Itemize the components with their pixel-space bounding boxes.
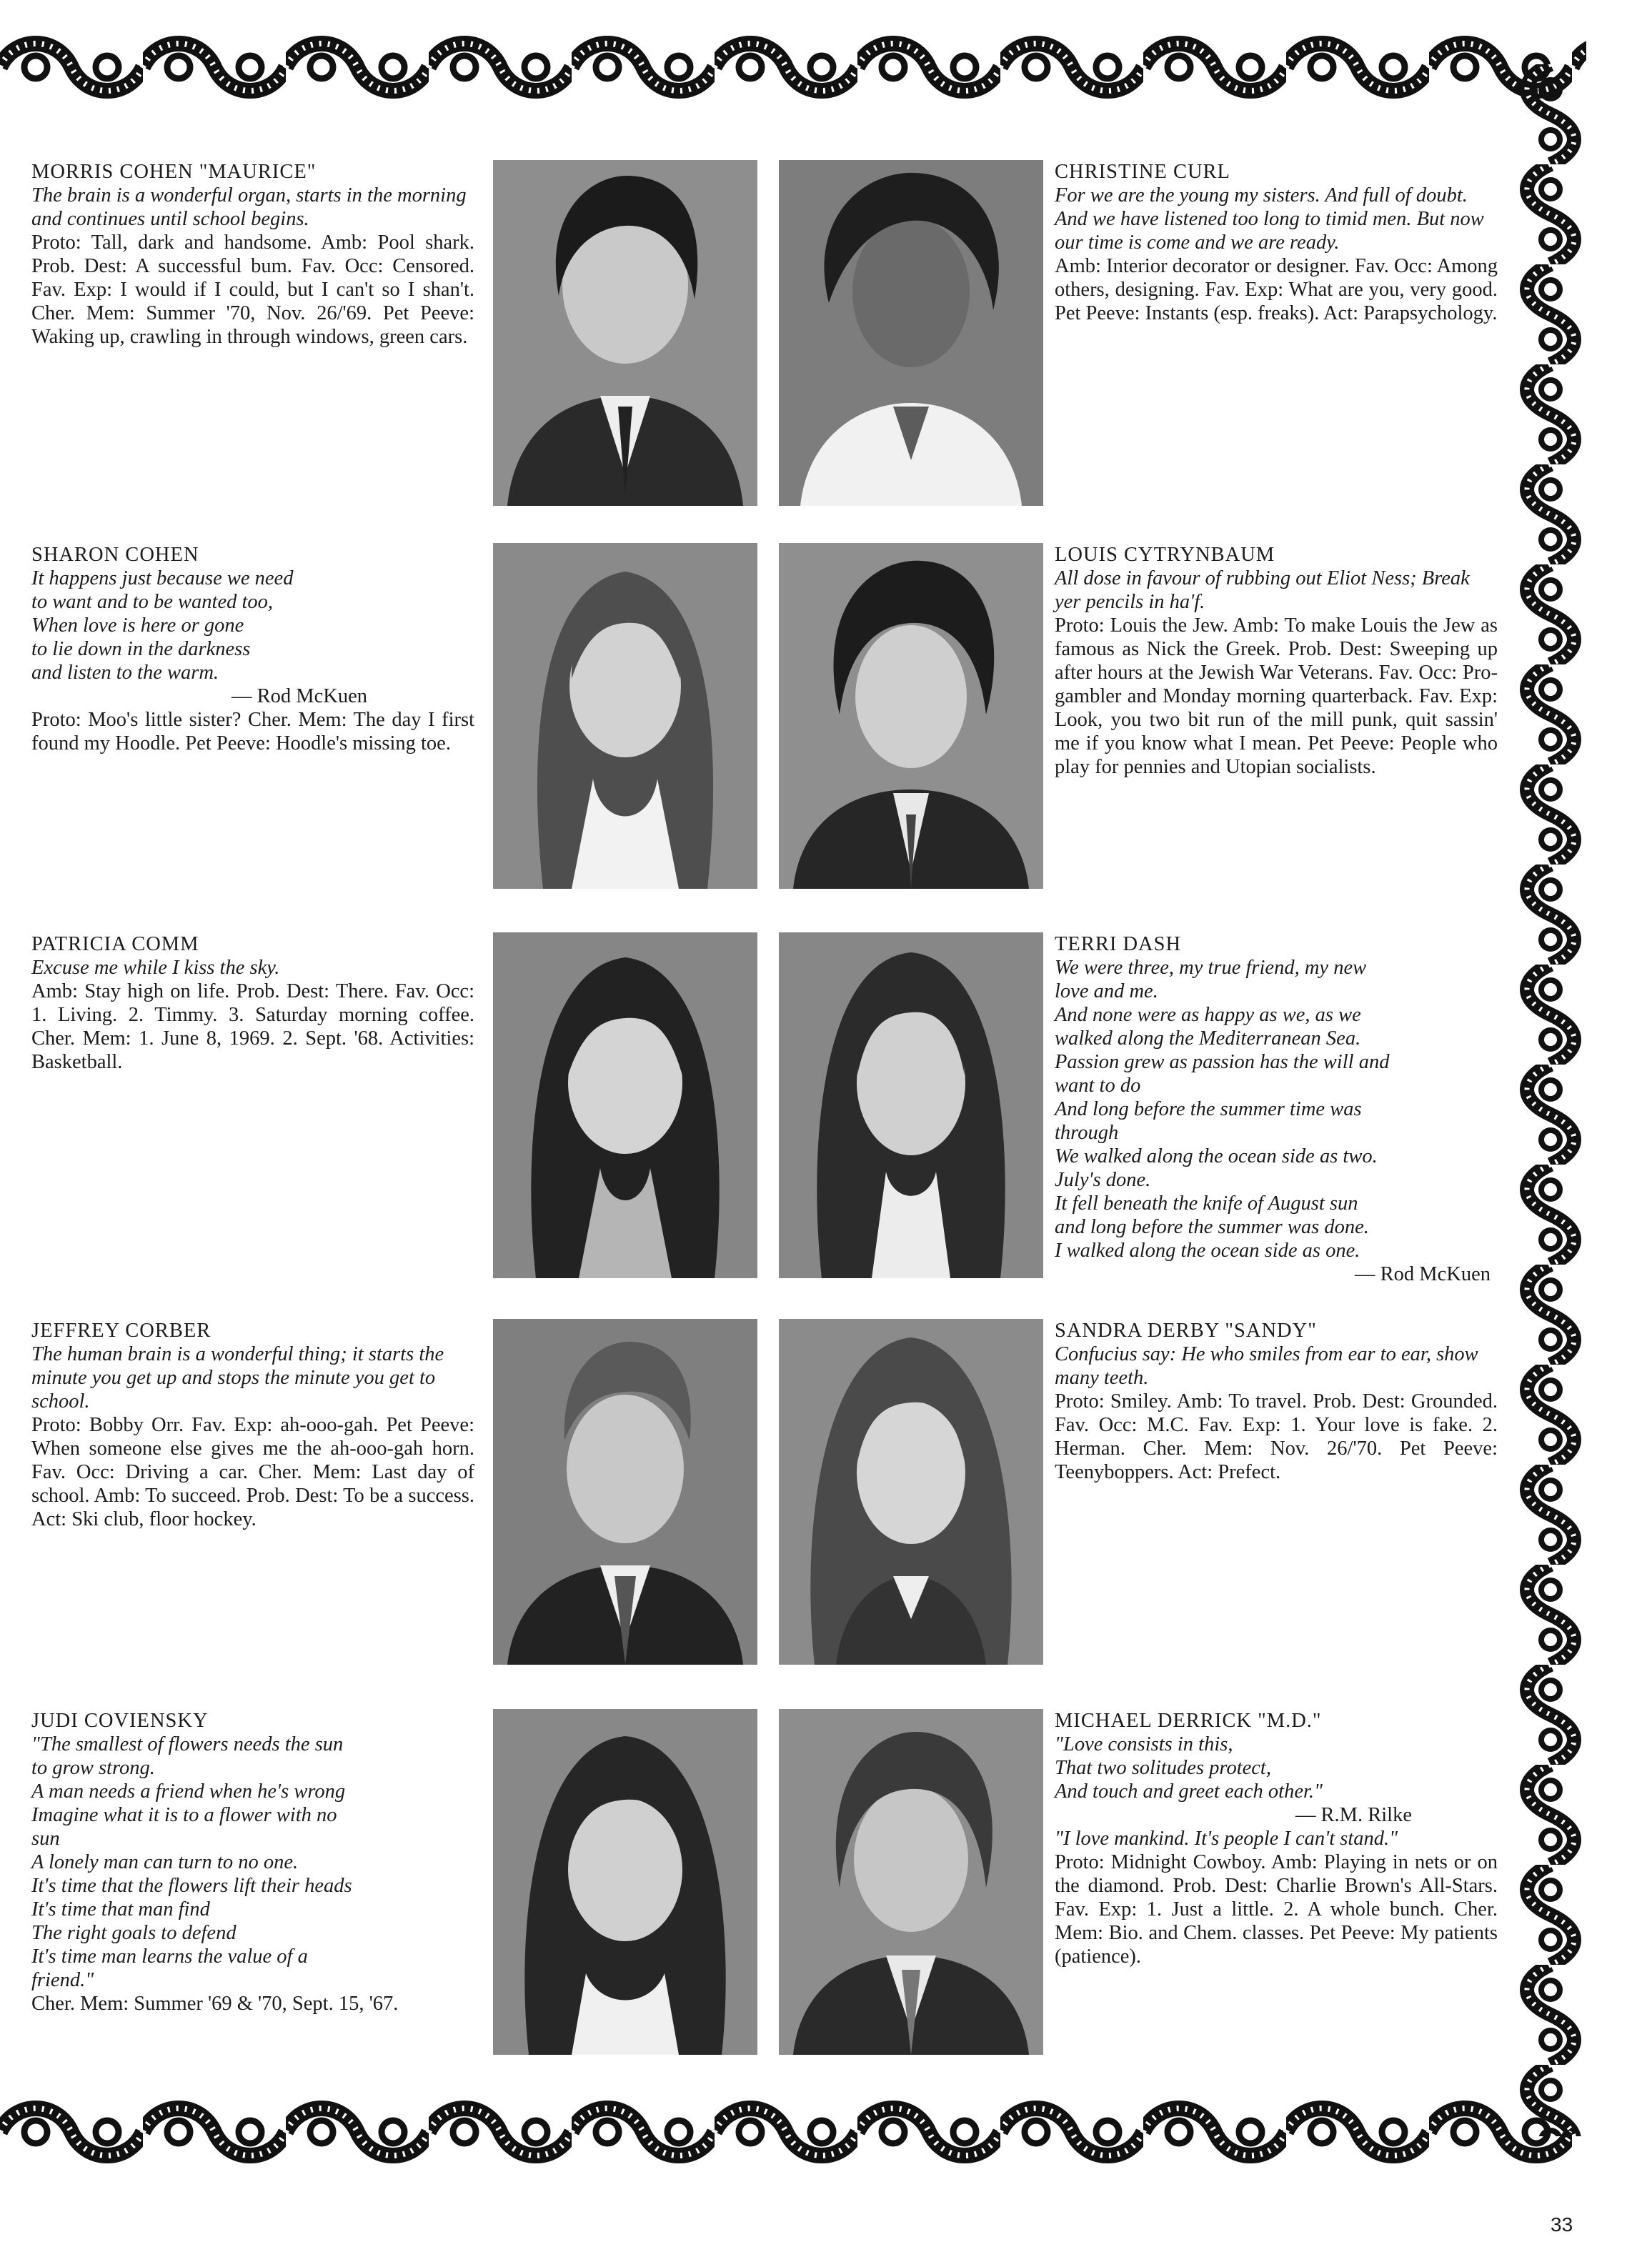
- ornamental-border-top: [0, 29, 1586, 106]
- student-quote: We were three, my true friend, my new love and me. And none were as happy as we, as we walked along the Mediterranean Sea. Passion grew as passion has the will and want to do And long before the summer time was through We walked along the ocean side as two. July's done. It fell beneath the knife of August sun and long before the summer was done. I walked along the ocean side as one.: [1055, 957, 1390, 1262]
- student-quote: The brain is a wonderful organ, starts in the morning and continues until school begins.: [31, 184, 467, 230]
- student-portrait-photo: [779, 1709, 1043, 2055]
- page-number: 33: [1551, 2213, 1573, 2236]
- student-entry: [1055, 1709, 1498, 1968]
- student-quote: "Love consists in this, That two solitudes protect, And touch and greet each other.": [1055, 1733, 1323, 1803]
- student-name: TERRI DASH: [1055, 933, 1182, 955]
- student-entry: [31, 932, 474, 1074]
- student-entry: [1055, 1319, 1498, 1484]
- student-entry: [31, 1709, 474, 2016]
- ornamental-border-right: [1513, 64, 1588, 2136]
- student-name: CHRISTINE CURL: [1055, 161, 1230, 183]
- student-entry: [31, 543, 474, 755]
- student-portrait-photo: [493, 1709, 757, 2055]
- student-portrait-photo: [493, 160, 757, 506]
- student-portrait-photo: [493, 932, 757, 1278]
- student-entry: [1055, 543, 1498, 779]
- student-quote-2: "I love mankind. It's people I can't stand.": [1055, 1828, 1398, 1850]
- ornamental-border-bottom: [0, 2093, 1572, 2171]
- student-details: Amb: Stay high on life. Prob. Dest: There. Fav. Occ: 1. Living. 2. Timmy. 3. Saturday morning coffee. Cher. Mem: 1. June 8, 1969. 2. Sept. '68. Activities: Basketball.: [31, 980, 474, 1073]
- student-entry: [1055, 932, 1498, 1286]
- student-entry: [1055, 160, 1498, 325]
- student-entry: [31, 160, 474, 349]
- student-details: Proto: Moo's little sister? Cher. Mem: The day I first found my Hoodle. Pet Peeve: Hoodle's missing toe.: [31, 709, 474, 754]
- student-portrait-photo: [779, 160, 1043, 506]
- quote-attribution: — Rod McKuen: [1355, 1263, 1491, 1285]
- student-name: SANDRA DERBY "SANDY": [1055, 1320, 1317, 1342]
- student-quote: All dose in favour of rubbing out Eliot Ness; Break yer pencils in ha'f.: [1055, 567, 1470, 613]
- student-name: JEFFREY CORBER: [31, 1320, 212, 1342]
- student-portrait-photo: [493, 543, 757, 889]
- student-name: LOUIS CYTRYNBAUM: [1055, 544, 1275, 566]
- student-quote: For we are the young my sisters. And full of doubt. And we have listened too long to timid men. But now our time is come and we are ready.: [1055, 184, 1484, 254]
- student-details: Amb: Interior decorator or designer. Fav. Occ: Among others, designing. Fav. Exp: What are you, very good. Pet Peeve: Instants (esp. freaks). Act: Parapsychology.: [1055, 255, 1498, 324]
- student-details: Proto: Tall, dark and handsome. Amb: Pool shark. Prob. Dest: A successful bum. Fav. Occ: Censored. Fav. Exp: I would if I could, but I can't so I shan't. Cher. Mem: Summer '70, Nov. 26/'69. Pet Peeve: Waking up, crawling in through windows, green cars.: [31, 231, 474, 348]
- student-details: Proto: Bobby Orr. Fav. Exp: ah-ooo-gah. Pet Peeve: When someone else gives me the ah-ooo-gah horn. Fav. Occ: Driving a car. Cher. Mem: Last day of school. Amb: To succeed. Prob. Dest: To be a success. Act: Ski club, floor hockey.: [31, 1414, 474, 1530]
- student-name: MORRIS COHEN "MAURICE": [31, 161, 317, 183]
- student-entry: [31, 1319, 474, 1531]
- student-details: Proto: Smiley. Amb: To travel. Prob. Dest: Grounded. Fav. Occ: M.C. Fav. Exp: 1. Your love is fake. 2. Herman. Cher. Mem: Nov. 26/'70. Pet Peeve: Teenyboppers. Act: Prefect.: [1055, 1390, 1498, 1483]
- quote-attribution: — Rod McKuen: [232, 685, 367, 707]
- student-portrait-photo: [493, 1319, 757, 1665]
- student-portrait-photo: [779, 932, 1043, 1278]
- student-details: Cher. Mem: Summer '69 & '70, Sept. 15, '67.: [31, 1993, 399, 2015]
- student-details: Proto: Midnight Cowboy. Amb: Playing in nets or on the diamond. Prob. Dest: Charlie Brown's All-Stars. Fav. Exp: 1. Just a little. 2. A whole bunch. Cher. Mem: Bio. and Chem. classes. Pet Peeve: My patients (patience).: [1055, 1851, 1498, 1968]
- student-name: JUDI COVIENSKY: [31, 1710, 209, 1732]
- quote-attribution: — R.M. Rilke: [1295, 1804, 1412, 1826]
- student-portrait-photo: [779, 543, 1043, 889]
- student-name: MICHAEL DERRICK "M.D.": [1055, 1710, 1322, 1732]
- student-quote: Confucius say: He who smiles from ear to ear, show many teeth.: [1055, 1343, 1478, 1389]
- student-name: SHARON COHEN: [31, 544, 199, 566]
- student-portrait-photo: [779, 1319, 1043, 1665]
- student-details: Proto: Louis the Jew. Amb: To make Louis the Jew as famous as Nick the Greek. Prob. Dest: Sweeping up after hours at the Jewish War Veterans. Fav. Occ: Pro-gambler and Monday morning quarterback. Fav. Exp: Look, you two bit run of the mill punk, quit sassin' me if you know what I mean. Pet Peeve: People who play for pennies and Utopian socialists.: [1055, 614, 1498, 778]
- student-quote: Excuse me while I kiss the sky.: [31, 957, 280, 979]
- student-name: PATRICIA COMM: [31, 933, 199, 955]
- student-quote: The human brain is a wonderful thing; it starts the minute you get up and stops the minute you get to school.: [31, 1343, 444, 1413]
- student-quote: "The smallest of flowers needs the sun to grow strong. A man needs a friend when he's wrong Imagine what it is to a flower with no sun A lonely man can turn to no one. It's time that the flowers lift their heads It's time that man find The right goals to defend It's time man learns the value of a friend.": [31, 1733, 352, 1991]
- student-quote: It happens just because we need to want and to be wanted too, When love is here or gone to lie down in the darkness and listen to the warm.: [31, 567, 294, 684]
